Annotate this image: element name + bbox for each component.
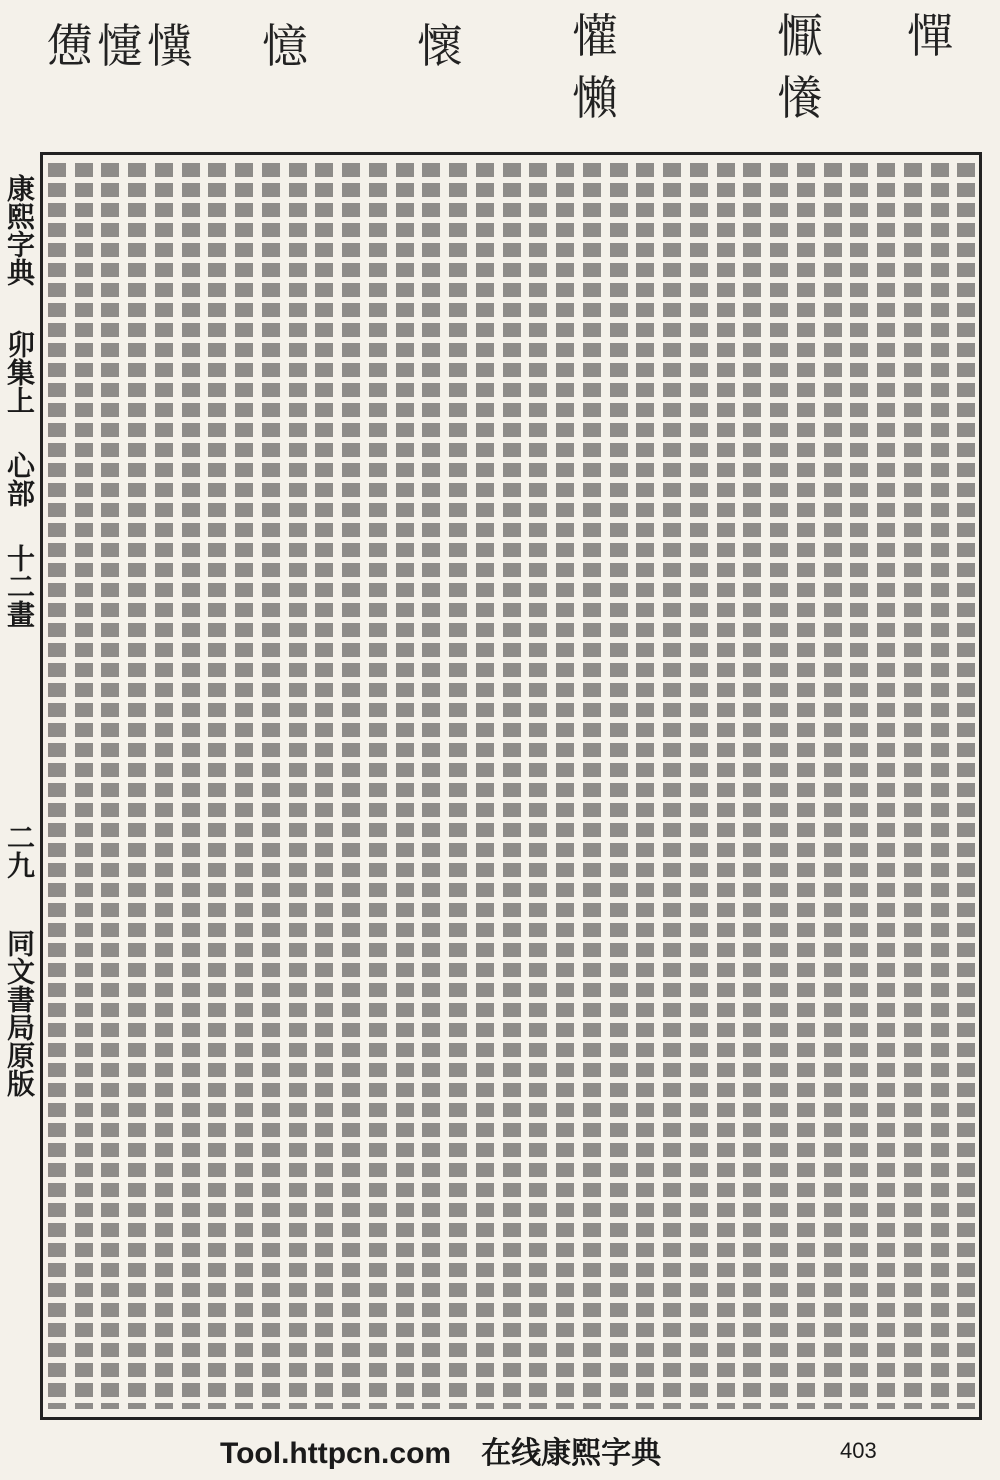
text-column	[445, 163, 471, 1409]
text-column	[178, 163, 204, 1409]
page-number: 403	[840, 1438, 877, 1463]
illegible-text-placeholder	[556, 163, 574, 1409]
text-column	[97, 163, 123, 1409]
illegible-text-placeholder	[931, 163, 949, 1409]
seal-glyph: 憶	[262, 19, 308, 73]
seal-glyph: 懥	[97, 19, 143, 73]
seal-glyph: 懽	[572, 9, 618, 63]
seal-glyph: 憚	[907, 9, 953, 63]
text-column	[311, 163, 337, 1409]
illegible-text-placeholder	[636, 163, 654, 1409]
text-column	[820, 163, 846, 1409]
illegible-text-placeholder	[315, 163, 333, 1409]
seal-glyph: 懻	[147, 19, 193, 73]
seal-glyph: 懶	[572, 71, 618, 125]
seal-glyph: 憊	[47, 19, 93, 73]
radical-label: 心部	[3, 451, 36, 507]
text-column	[499, 163, 525, 1409]
text-column	[606, 163, 632, 1409]
stroke-label: 十二畫	[3, 544, 36, 628]
illegible-text-placeholder	[904, 163, 922, 1409]
text-column	[793, 163, 819, 1409]
seal-glyph: 懨	[777, 9, 823, 63]
illegible-text-placeholder	[342, 163, 360, 1409]
illegible-text-placeholder	[503, 163, 521, 1409]
page-label: 二九	[3, 823, 36, 879]
text-column	[766, 163, 792, 1409]
text-column	[392, 163, 418, 1409]
text-column	[204, 163, 230, 1409]
text-column	[258, 163, 284, 1409]
text-column	[927, 163, 953, 1409]
text-column	[525, 163, 551, 1409]
illegible-text-placeholder	[208, 163, 226, 1409]
text-column	[953, 163, 979, 1409]
text-column	[151, 163, 177, 1409]
text-column	[418, 163, 444, 1409]
illegible-text-placeholder	[101, 163, 119, 1409]
text-column	[900, 163, 926, 1409]
illegible-text-placeholder	[449, 163, 467, 1409]
text-column	[338, 163, 364, 1409]
text-column	[713, 163, 739, 1409]
illegible-text-placeholder	[155, 163, 173, 1409]
text-column	[365, 163, 391, 1409]
illegible-text-placeholder	[583, 163, 601, 1409]
illegible-text-placeholder	[610, 163, 628, 1409]
illegible-text-placeholder	[957, 163, 975, 1409]
illegible-text-placeholder	[289, 163, 307, 1409]
illegible-text-placeholder	[262, 163, 280, 1409]
illegible-text-placeholder	[369, 163, 387, 1409]
illegible-text-placeholder	[663, 163, 681, 1409]
text-column	[71, 163, 97, 1409]
illegible-text-placeholder	[128, 163, 146, 1409]
text-column	[659, 163, 685, 1409]
seal-header	[20, 10, 980, 150]
dictionary-body	[40, 152, 982, 1420]
volume-label: 卯集上	[3, 330, 36, 414]
text-column	[846, 163, 872, 1409]
book-title: 康熙字典	[3, 174, 36, 286]
text-column	[873, 163, 899, 1409]
illegible-text-placeholder	[182, 163, 200, 1409]
text-column	[552, 163, 578, 1409]
illegible-text-placeholder	[476, 163, 494, 1409]
illegible-text-placeholder	[396, 163, 414, 1409]
illegible-text-placeholder	[797, 163, 815, 1409]
text-column	[739, 163, 765, 1409]
publisher-label: 同文書局原版	[3, 929, 36, 1097]
illegible-text-placeholder	[529, 163, 547, 1409]
illegible-text-placeholder	[422, 163, 440, 1409]
illegible-text-placeholder	[717, 163, 735, 1409]
text-column	[124, 163, 150, 1409]
illegible-text-placeholder	[75, 163, 93, 1409]
side-title-column	[0, 160, 38, 1420]
illegible-text-placeholder	[770, 163, 788, 1409]
illegible-text-placeholder	[850, 163, 868, 1409]
text-column	[44, 163, 70, 1409]
illegible-text-placeholder	[743, 163, 761, 1409]
seal-glyph: 懩	[777, 71, 823, 125]
text-column	[579, 163, 605, 1409]
seal-glyph: 懷	[417, 19, 463, 73]
text-column	[285, 163, 311, 1409]
text-column	[472, 163, 498, 1409]
illegible-text-placeholder	[690, 163, 708, 1409]
illegible-text-placeholder	[877, 163, 895, 1409]
text-column	[632, 163, 658, 1409]
illegible-text-placeholder	[824, 163, 842, 1409]
text-column	[231, 163, 257, 1409]
text-column	[686, 163, 712, 1409]
site-footer: Tool.httpcn.com 在线康熙字典	[220, 1437, 662, 1470]
illegible-text-placeholder	[48, 163, 66, 1409]
illegible-text-placeholder	[235, 163, 253, 1409]
